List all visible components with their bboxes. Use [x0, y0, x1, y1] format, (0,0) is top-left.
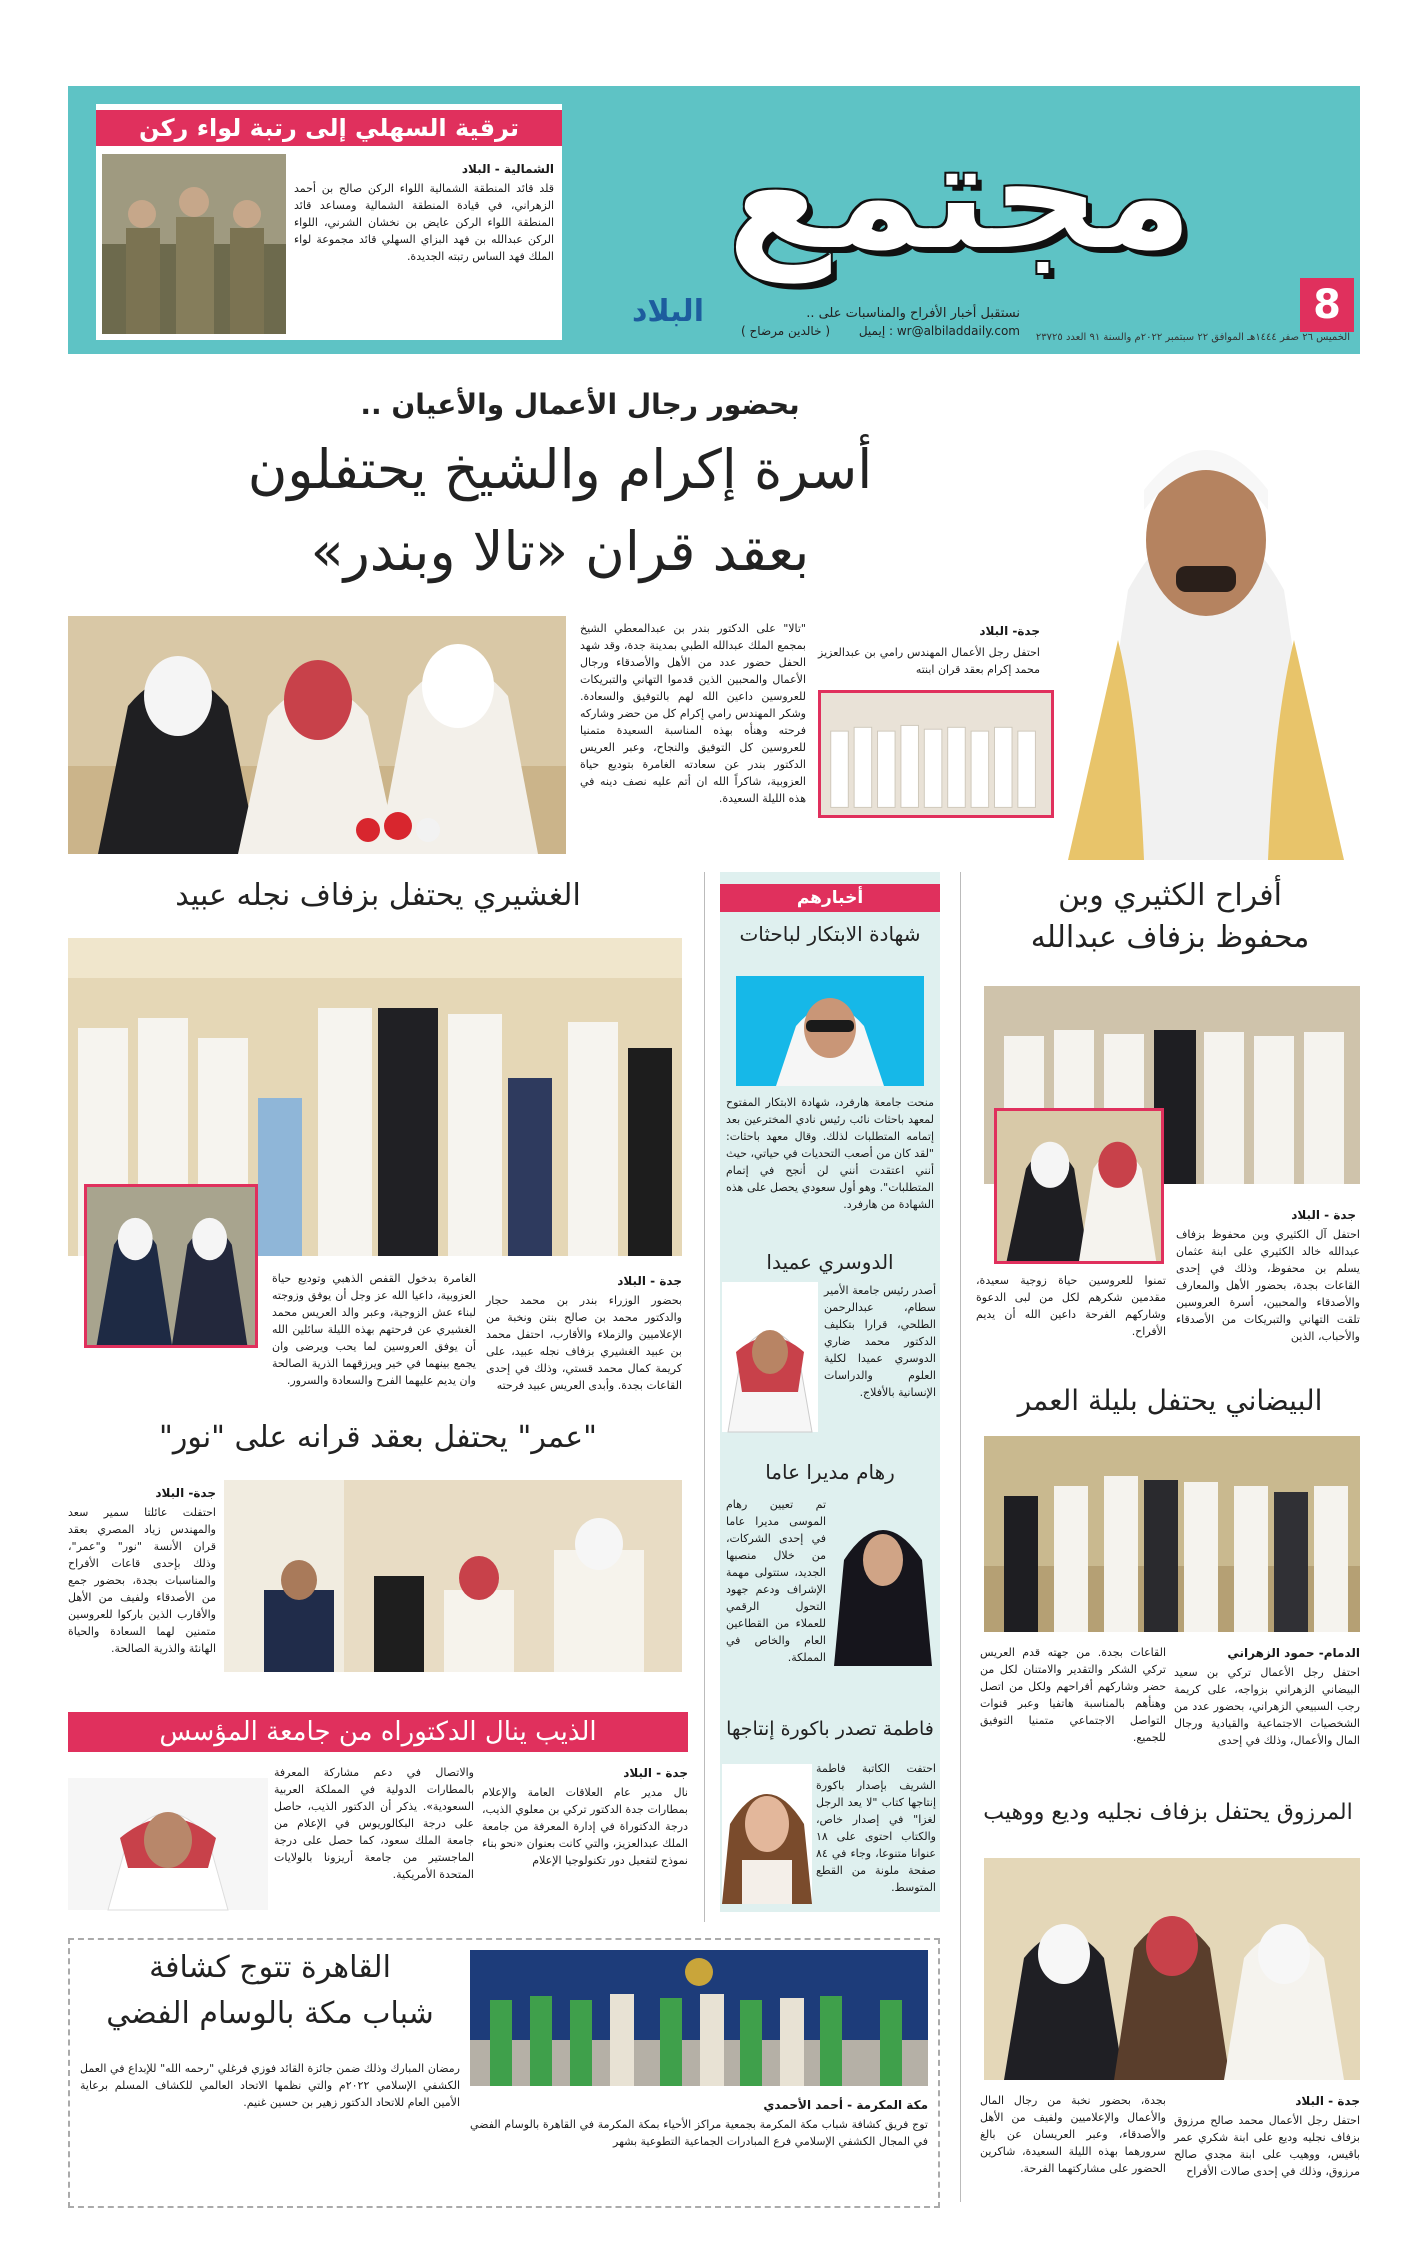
katheeri-inset: [994, 1108, 1164, 1264]
ghoshairi-col-left: الغامرة بدخول القفص الذهبي وتوديع حياة العزوبية، داعيا الله عز وجل أن يوفق وزوجته لبناء عش الزوجية، وعبر والد العريس محمد الغشيري عن فرحتهم بهذه الليلة سائلين الله أن يوفق العروسين لما يحب ويرضى وان يجمع بينهما في خير ويرزقهما الذرية الصالحة وان يديم عليهما الفرح والسعادة والسرور.: [272, 1272, 476, 1388]
omar-byline: جدة- البلاد: [155, 1486, 216, 1500]
cairo-byline: مكة المكرمة - أحمد الأحمدي: [763, 2098, 928, 2112]
news-item-title: الدوسري عميدا: [766, 1250, 894, 1274]
lead-col-left: "تالا" على الدكتور بندر بن عبدالمعطي الشيخ بمجمع الملك عبدالله الطبي بمدينة جدة، وقد شهد الحفل حضور عدد من الأهل والأصدقاء ورجال الأعمال والمحبين الذين قدموا التهاني والتبريكات للعروسين داعين الله لهم بالتوفيق والسعادة. وشكر المهندس رامي إكرام كل من حضر وشاركه فرحته وهنأه بهذه المناسبة السعيدة متمنيا للعروسين كل التوفيق والنجاح، وعبر العريس الدكتور بندر عن سعادته الغامرة بتوديع حياة العزوبية، شاكراً الله ان أتم عليه نصف دينه في هذه الليلة السعيدة.: [580, 622, 806, 806]
masthead-editor: ( خالدين مرضاح ): [741, 324, 830, 338]
news-item-title: شهادة الابتكار لباحثات: [739, 922, 921, 946]
marzouq-headline: المرزوق يحتفل بزفاف نجليه وديع ووهيب: [983, 1800, 1353, 1825]
omar-photo: [224, 1480, 682, 1672]
beidhani-headline: البيضاني يحتفل بليلة العمر: [1017, 1384, 1323, 1417]
brand-logo: البلاد: [632, 294, 704, 329]
page-number: 8: [1300, 278, 1354, 332]
ghoshairi-byline: جدة - البلاد: [617, 1274, 682, 1288]
promo-photo: [102, 154, 286, 334]
masthead-title: مجتمع: [727, 109, 1193, 283]
omar-headline: "عمر" يحتفل بعقد قرانه على "نور": [159, 1420, 597, 1455]
cairo-headline-1: القاهرة تتوج كشافة: [149, 1950, 391, 1985]
lead-group-photo: [818, 690, 1054, 818]
cairo-col-right: توج فريق كشافة شباب مكة المكرمة بجمعية مراكز الأحياء بمكة المكرمة في القاهرة بالوسام الفضي في المجال الكشفي الإسلامي فرع المبادرات الجماعية التطوعية بشهر: [470, 2118, 928, 2149]
beidhani-col-right: احتفل رجل الأعمال تركي بن سعيد البيضاني الزهراني بزواجه، على كريمة رجب السبيعي الزهراني، بحضور عدد من الشخصيات الاجتماعية والقيادية ورجال المال والأعمال، وذلك في إحدى: [1174, 1666, 1360, 1748]
news-item-photo: [722, 1764, 812, 1904]
lead-col-right: احتفل رجل الأعمال المهندس رامي بن عبدالعزيز محمد إكرام بعقد قران ابنته: [818, 646, 1040, 677]
news-item-title: رهام مديرا عاما: [765, 1460, 895, 1484]
thib-photo: [68, 1778, 268, 1910]
ghoshairi-headline: الغشيري يحتفل بزفاف نجله عبيد: [175, 878, 581, 913]
katheeri-headline-2: محفوظ بزفاف عبدالله: [1030, 920, 1310, 955]
marzouq-col-left: بجدة، بحضور نخبة من رجال المال والأعمال والإعلاميين ولفيف من الأهل والأصدقاء، وعبر العريسان عن بالغ سرورهما بهذه الليلة السعيدة، شاكرين الحضور على مشاركتهما الفرحة.: [980, 2094, 1166, 2176]
marzouq-col-right: احتفل رجل الأعمال محمد صالح مرزوق بزفاف نجليه وديع على ابنة شكري عمر باقيس، ووهيب على ابنة مجدي صالح مرزوق، وذلك في إحدى صالات الأفراح: [1174, 2114, 1360, 2179]
lead-headline-2: بعقد قران «تالا وبندر»: [310, 520, 810, 583]
masthead-tagline: نستقبل أخبار الأفراح والمناسبات على ..: [806, 306, 1020, 321]
marzouq-byline: جدة - البلاد: [1295, 2094, 1360, 2108]
lead-portrait: [1048, 390, 1364, 860]
beidhani-col-left: القاعات بجدة. من جهته قدم العريس تركي الشكر والتقدير والامتنان لكل من حضر وشاركهم أفراحهم ولكل من اتصل وهنأهم بالمناسبة هاتفيا وعبر قنوات التواصل الاجتماعي متمنيا التوفيق للجميع.: [980, 1646, 1166, 1745]
thib-col-right: نال مدير عام العلاقات العامة والإعلام بمطارات جدة الدكتور تركي بن معلوي الذيب، درجة الدكتوراة في إدارة المعرفة من جامعة الملك عبدالعزيز، والتي كانت بعنوان «نحو بناء نموذج لتفعيل دور تكنولوجيا الإعلام: [482, 1786, 688, 1868]
lead-main-photo: [68, 616, 566, 854]
column-divider: [960, 872, 961, 2202]
omar-body: احتفلت عائلتا سمير سعد والمهندس زياد المصري بعقد قران الأنسة "نور" و"عمر"، وذلك بإحدى قاعات الأفراح والمناسبات بجدة، بحضور جمع من الأصدقاء ولفيف من الأهل والأقارب الذين باركوا للعروسين متمنين لهما السعادة والحياة الهانئة والذرية الصالحة.: [68, 1506, 216, 1656]
news-item-title: فاطمة تصدر باكورة إنتاجها: [726, 1718, 934, 1740]
lead-headline-1: أسرة إكرام والشيخ يحتفلون: [247, 438, 873, 501]
promo-title: ترقية السهلي إلى رتبة لواء ركن: [96, 110, 562, 146]
thib-col-left: والاتصال في دعم مشاركة المعرفة بالمطارات الدولية في المملكة العربية السعودية». يذكر أن الدكتور الذيب، حاصل على درجة البكالوريوس في الإعلام من جامعة الملك سعود، كما حصل على درجة الماجستير من جامعة أريزونا بالولايات المتحدة الأمريكية.: [274, 1766, 474, 1882]
news-item-body: أصدر رئيس جامعة الأمير سطام، عبدالرحمن الطلحي، قرارا بتكليف الدكتور محمد ضاري الدوسري عميدا لكلية العلوم والدراسات الإنسانية بالأفلاج.: [824, 1284, 936, 1400]
cairo-photo: [470, 1950, 928, 2086]
promo-body: قلد قائد المنطقة الشمالية اللواء الركن صالح بن أحمد الزهراني، في قيادة المنطقة الشمالية ومساعد قائد المنطقة اللواء الركن عايض بن نخشان الشرني، اللواء الركن عبدالله بن فهد البزاي السهلي قائد مجموعة لواء الملك فهد الساس رتبته الجديدة.: [294, 182, 554, 264]
masthead-email: إيميل : wr@albiladdaily.com: [858, 324, 1020, 338]
news-item-photo: [830, 1490, 936, 1666]
news-item-body: احتفت الكاتبة فاطمة الشريف بإصدار باكورة إنتاجها كتاب "لا يعد الرجل لغزا" في إصدار خاص، والكتاب احتوى على ١٨ عنوانا متنوعا، وجاء في ٨٤ صفحة ملونة من القطع المتوسط.: [816, 1762, 936, 1895]
thib-byline: جدة - البلاد: [623, 1766, 688, 1780]
beidhani-photo: [984, 1436, 1360, 1632]
lead-byline: جدة- البلاد: [979, 624, 1040, 638]
news-item-body: تم تعيين رهام الموسى مديرا عاما في إحدى الشركات، من خلال منصبها الجديد، ستتولى مهمة الإشراف ودعم جهود التحول الرقمي للعملاء من القطاعين العام والخاص في المملكة.: [726, 1498, 826, 1665]
news-item-photo: [722, 1282, 818, 1432]
cairo-col-left: رمضان المبارك وذلك ضمن جائزة القائد فوزي فرغلي "رحمه الله" للإبداع في العمل الكشفي الإسلامي ٢٠٢٢م والتي نظمها الاتحاد العالمي للكشاف المسلم برعاية الأمين العام للاتحاد الدكتور زهير بن حسين غنيم.: [80, 2062, 460, 2110]
ghoshairi-inset: [84, 1184, 258, 1348]
news-item-body: منحت جامعة هارفرد، شهادة الابتكار المفتوح لمعهد باحثات نائب رئيس نادي المخترعين بعد إتمامه المتطلبات لذلك. وقال معهد باحثات: "لقد كان من أصعب التحديات في حياتي، حيث أنني اعتقدت أنني لن أنجح في إتمام المتطلبات". وهو أول سعودي يحصل على هذه الشهادة من هارفرد.: [726, 1096, 934, 1212]
news-item-photo: [736, 976, 924, 1086]
katheeri-col-left: تمنوا للعروسين حياة زوجية سعيدة، مقدمين شكرهم لكل من لبى الدعوة وشاركهم الفرحة داعين الله أن يديم الأفراح.: [976, 1274, 1166, 1339]
cairo-headline-2: شباب مكة بالوسام الفضي: [106, 1996, 434, 2031]
promo-byline: الشمالية - البلاد: [461, 162, 554, 176]
katheeri-byline: جدة - البلاد: [1291, 1208, 1356, 1222]
lead-kicker: بحضور رجال الأعمال والأعيان ..: [360, 388, 800, 421]
beidhani-byline: الدمام- حمود الزهراني: [1227, 1646, 1360, 1660]
katheeri-headline-1: أفراح الكثيري وبن: [1058, 878, 1282, 913]
ghoshairi-col-right: بحضور الوزراء بندر بن محمد حجار والدكتور محمد بن صالح بنتن ونخبة من الإعلاميين والزملاء والأقارب، احتفل محمد بن عبيد الغشيري بزفاف نجله عبيد، على كريمة كمال محمد قستي، وذلك في إحدى القاعات بجدة. وأبدى العريس عبيد فرحته: [486, 1294, 682, 1393]
marzouq-photo: [984, 1858, 1360, 2080]
date-line: الخميس ٢٦ صفر ١٤٤٤هـ الموافق ٢٢ سبتمبر ٢٠٢٢م والسنة ٩١ العدد ٢٣٧٢٥: [1035, 332, 1350, 343]
news-column-label: أخبارهم: [720, 884, 940, 912]
thib-headline: الذيب ينال الدكتوراه من جامعة المؤسس: [68, 1712, 688, 1752]
column-divider: [704, 872, 705, 1922]
katheeri-col-right: احتفل آل الكثيري وبن محفوظ بزفاف عبدالله خالد الكثيري على ابنة عثمان يسلم بن محفوظ، وذلك في إحدى القاعات بجدة، بحضور الأهل والمعارف والأصدقاء والمحبين، أسرة العروسين تلقت التهاني والتبريكات من الأصدقاء والأحباب، الذين: [1176, 1228, 1360, 1344]
